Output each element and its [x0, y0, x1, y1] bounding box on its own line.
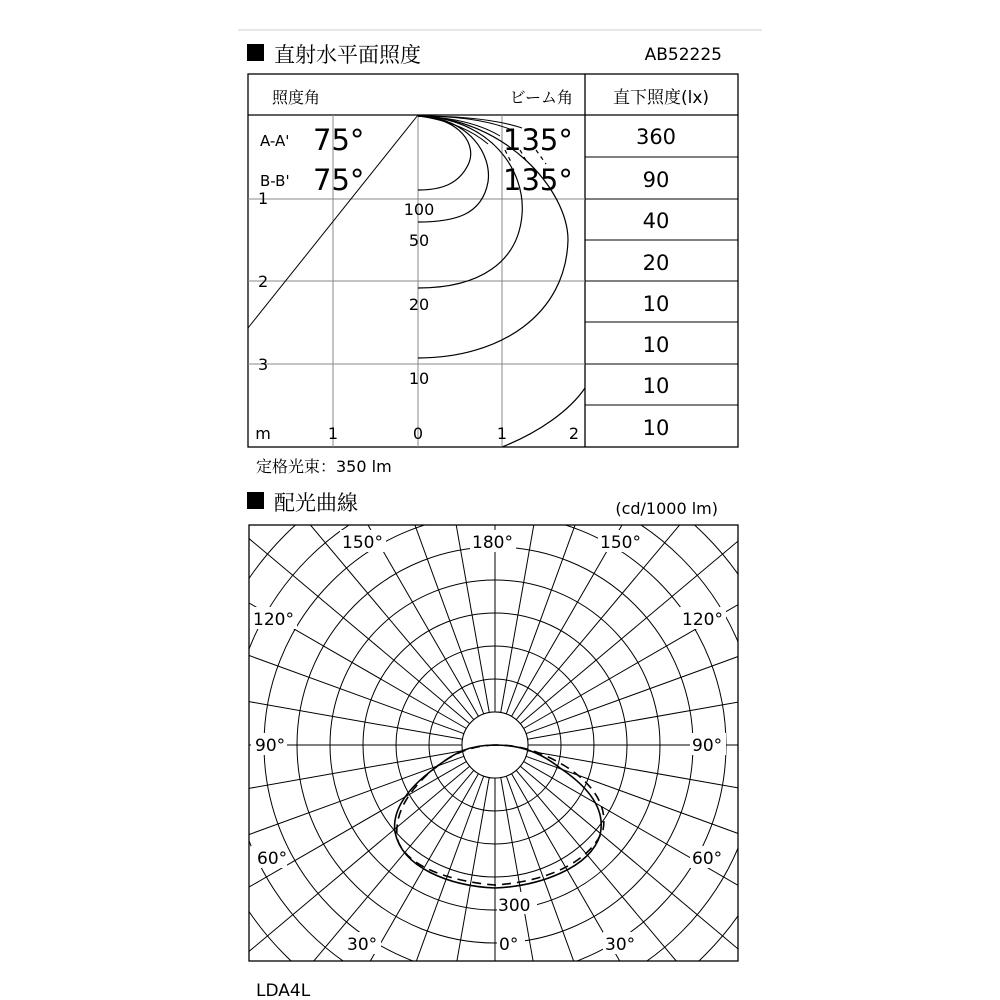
angle-label: 30° [605, 935, 636, 955]
footer-model: LDA4L [256, 981, 311, 1000]
section-marker-square [247, 44, 264, 61]
scale-label: 300 [498, 896, 531, 916]
illuminance-angle-bb: 75° [313, 163, 365, 197]
polar-spoke [512, 774, 706, 1000]
angle-label: 120° [682, 610, 723, 630]
depth-tick: 1 [258, 189, 269, 208]
angle-label: 30° [347, 935, 378, 955]
polar-grid [75, 325, 915, 1000]
polar-spoke [516, 423, 765, 719]
lux-value: 20 [642, 251, 670, 275]
beam-angle-bb: 135° [503, 163, 573, 197]
polar-spoke [527, 751, 908, 818]
polar-spoke [501, 777, 568, 1000]
width-tick: 1 [327, 424, 339, 443]
isolux-label: 20 [408, 295, 430, 314]
angle-label: 0° [499, 935, 519, 955]
lux-value: 10 [642, 292, 670, 316]
angle-label: 90° [255, 736, 286, 756]
polar-spoke [520, 766, 816, 1000]
row-label-aa: A-A' [260, 132, 290, 150]
angle-label: 150° [342, 533, 383, 553]
polar-spoke [527, 672, 908, 739]
angle-label: 60° [692, 849, 723, 869]
col-header-angle: 照度角 [272, 88, 321, 107]
lux-value: 40 [642, 209, 670, 233]
model-code: AB52225 [644, 45, 722, 65]
angle-label: 90° [692, 736, 723, 756]
width-tick: 2 [568, 424, 580, 443]
distribution-heading: 配光曲線 [274, 491, 358, 515]
illuminance-heading: 直射水平面照度 [274, 43, 421, 67]
distribution-unit: (cd/1000 lm) [615, 499, 718, 518]
polar-spoke [501, 331, 568, 712]
isolux-curve-100 [418, 116, 471, 190]
lux-value: 10 [642, 416, 670, 440]
angle-label: 180° [472, 533, 513, 553]
polar-spoke [516, 770, 765, 1000]
depth-ticks [258, 189, 268, 374]
width-tick: 1 [496, 424, 508, 443]
polar-spoke [131, 762, 466, 956]
col-header-lux: 直下照度(lx) [612, 88, 710, 108]
angle-label: 60° [257, 849, 288, 869]
polar-spoke [225, 770, 474, 1000]
isolux-labels [404, 200, 435, 388]
lux-value: 10 [642, 333, 670, 357]
angle-label: 150° [600, 533, 641, 553]
polar-spoke [524, 535, 859, 729]
angle-label: 120° [253, 610, 294, 630]
width-tick: 0 [412, 424, 424, 443]
lux-value: 90 [642, 168, 670, 192]
section-marker-square [247, 492, 264, 509]
lux-values [636, 125, 676, 440]
isolux-label: 50 [408, 231, 430, 250]
isolux-label: 100 [403, 200, 435, 219]
polar-spoke [173, 766, 469, 1000]
rated-flux: 定格光束：350 lm [256, 457, 392, 476]
polar-spoke [131, 535, 466, 729]
isolux-label: 10 [408, 369, 430, 388]
lux-row-dividers [585, 157, 738, 405]
beam-angle-aa: 135° [503, 123, 573, 157]
width-tick: m [255, 424, 271, 443]
lux-value: 10 [642, 374, 670, 398]
lux-value: 360 [635, 125, 677, 149]
polar-spoke [81, 672, 462, 739]
polar-spoke [422, 331, 489, 712]
depth-tick: 3 [258, 355, 269, 374]
illuminance-angle-aa: 75° [313, 123, 365, 157]
polar-spoke [285, 774, 479, 1000]
col-header-beam: ビーム角 [509, 88, 573, 107]
depth-tick: 2 [258, 272, 269, 291]
polar-spoke [422, 777, 489, 1000]
row-label-bb: B-B' [260, 172, 290, 190]
polar-spoke [81, 751, 462, 818]
